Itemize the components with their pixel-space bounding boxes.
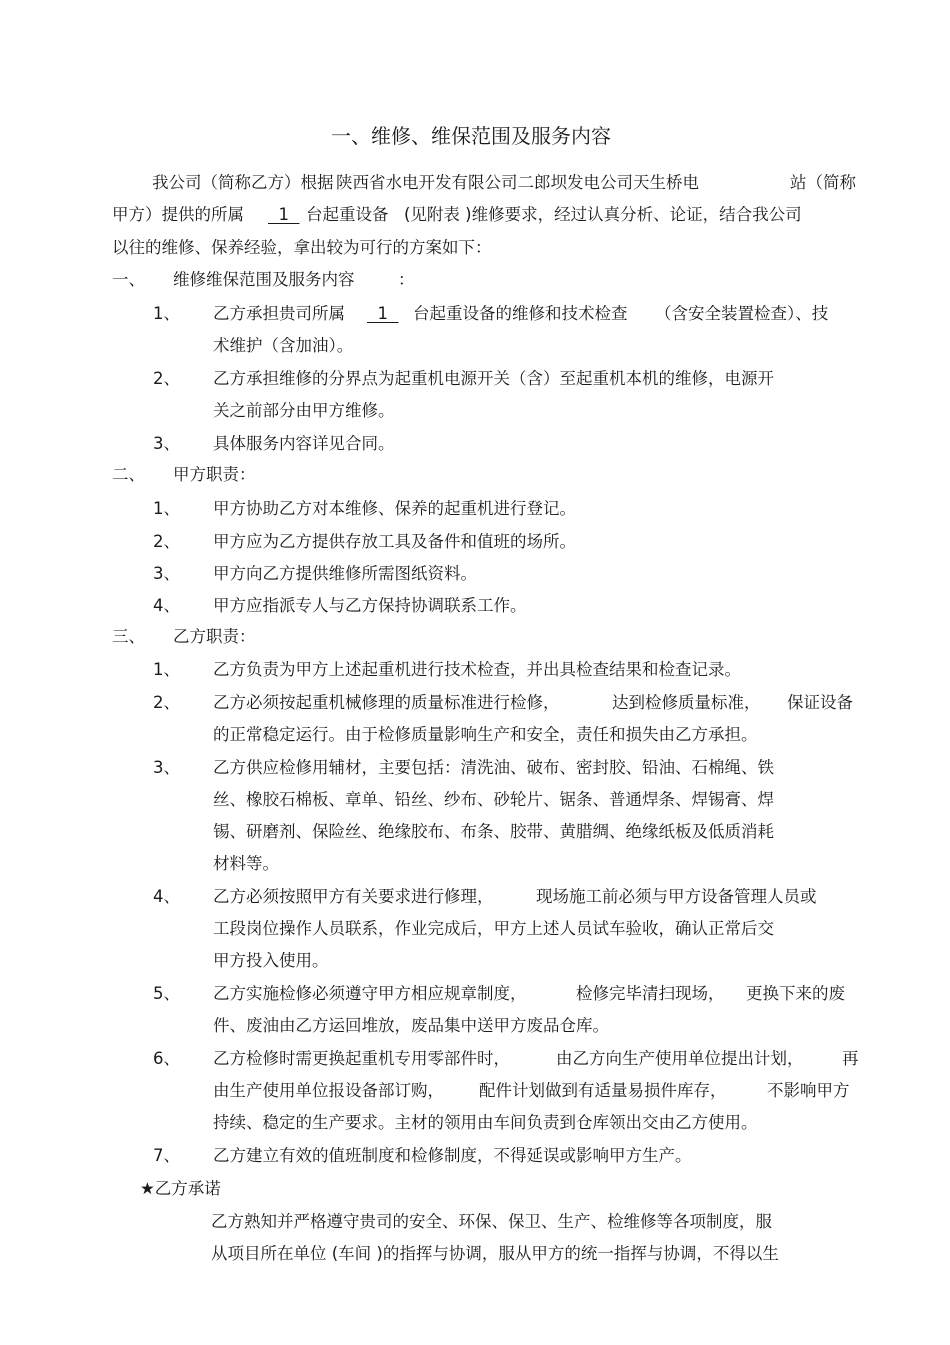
page-title: 一、维修、维保范围及服务内容 [331,124,611,148]
item-text: 台起重设备的维修和技术检查 [413,304,628,323]
item-number: 4、 [153,887,180,906]
item-text: 再 [842,1049,859,1068]
section-1-heading: 维修维保范围及服务内容 [173,270,355,289]
section-1-colon: ： [398,270,415,289]
item-text: 乙方实施检修必须遵守甲方相应规章制度， [213,984,527,1003]
item-number: 2、 [153,693,180,712]
item-text: 甲方应指派专人与乙方保持协调联系工作。 [213,596,527,615]
item-text: 达到检修质量标准， [612,693,761,712]
item-number: 6、 [153,1049,180,1068]
promise-heading: ★乙方承诺 [140,1179,221,1198]
item-number: 2、 [153,532,180,551]
item-text: 现场施工前必须与甲方设备管理人员或 [536,887,817,906]
item-text: 甲方应为乙方提供存放工具及备件和值班的场所。 [213,532,576,551]
intro-line-1a: 我公司（简称乙方）根据 [152,173,334,192]
section-2-heading: 甲方职责： [173,465,256,484]
promise-text: 乙方熟知并严格遵守贵司的安全、环保、保卫、生产、检维修等各项制度，服 [211,1212,772,1231]
item-number: 1、 [153,660,180,679]
item-text: 乙方供应检修用辅材，主要包括：清洗油、破布、密封胶、铅油、石棉绳、铁 [213,758,774,777]
item-number: 3、 [153,758,180,777]
item-text: 乙方建立有效的值班制度和检修制度，不得延误或影响甲方生产。 [213,1146,692,1165]
item-text: （含安全装置检查）、技 [655,304,829,323]
item-number: 5、 [153,984,180,1003]
item-text: 不影响甲方 [767,1081,850,1100]
item-number: 4、 [153,596,180,615]
item-text: 件、废油由乙方运回堆放，废品集中送甲方废品仓库。 [213,1016,609,1035]
intro-company: 陕西省水电开发有限公司二郎坝发电公司天生桥电 [336,173,699,192]
item-text: 工段岗位操作人员联系，作业完成后，甲方上述人员试车验收，确认正常后交 [213,919,774,938]
item-text: 持续、稳定的生产要求。主材的领用由车间负责到仓库领出交由乙方使用。 [213,1113,758,1132]
intro-quantity: 1 [268,205,300,224]
intro-line-2b: 台起重设备 [306,205,389,224]
item-number: 7、 [153,1146,180,1165]
item-number: 3、 [153,564,180,583]
item-number: 1、 [153,499,180,518]
intro-line-3: 以往的维修、保养经验，拿出较为可行的方案如下： [112,238,492,257]
item-text: 丝、橡胶石棉板、章单、铅丝、纱布、砂轮片、锯条、普通焊条、焊锡膏、焊 [213,790,774,809]
promise-text: 从项目所在单位 (车间 )的指挥与协调，服从甲方的统一指挥与协调，不得以生 [211,1244,779,1263]
item-text: 保证设备 [787,693,853,712]
item-text: 乙方承担贵司所属 [213,304,345,323]
section-3-heading: 乙方职责： [173,627,256,646]
item-text: 甲方投入使用。 [213,951,329,970]
intro-line-1b: 站（简称 [790,173,856,192]
item-text: 由生产使用单位报设备部订购， [213,1081,444,1100]
item-text: 更换下来的废 [746,984,845,1003]
item-text: 由乙方向生产使用单位提出计划， [556,1049,804,1068]
item-text: 乙方负责为甲方上述起重机进行技术检查，并出具检查结果和检查记录。 [213,660,741,679]
item-text: 术维护（含加油）。 [213,336,354,355]
item-quantity: 1 [367,304,399,323]
item-text: 配件计划做到有适量易损件库存， [479,1081,727,1100]
item-text: 乙方必须按起重机械修理的质量标准进行检修， [213,693,560,712]
item-text: 的正常稳定运行。由于检修质量影响生产和安全，责任和损失由乙方承担。 [213,725,758,744]
item-number: 3、 [153,434,180,453]
item-text: 甲方协助乙方对本维修、保养的起重机进行登记。 [213,499,576,518]
item-number: 1、 [153,304,180,323]
item-text: 检修完毕清扫现场， [576,984,725,1003]
section-2-number: 二、 [112,465,145,484]
item-text: 锡、研磨剂、保险丝、绝缘胶布、布条、胶带、黄腊绸、绝缘纸板及低质消耗 [213,822,774,841]
item-text: 关之前部分由甲方维修。 [213,401,395,420]
item-text: 甲方向乙方提供维修所需图纸资料。 [213,564,477,583]
section-3-number: 三、 [112,627,145,646]
item-text: 乙方检修时需更换起重机专用零部件时， [213,1049,510,1068]
item-text: 乙方承担维修的分界点为起重机电源开关（含）至起重机本机的维修，电源开 [213,369,774,388]
item-text: 乙方必须按照甲方有关要求进行修理， [213,887,494,906]
intro-line-2a: 甲方）提供的所属 [112,205,244,224]
item-text: 具体服务内容详见合同。 [213,434,395,453]
item-number: 2、 [153,369,180,388]
item-text: 材料等。 [213,854,279,873]
intro-line-2c: (见附表 )维修要求，经过认真分析、论证，结合我公司 [404,205,802,224]
section-1-number: 一、 [112,270,145,289]
